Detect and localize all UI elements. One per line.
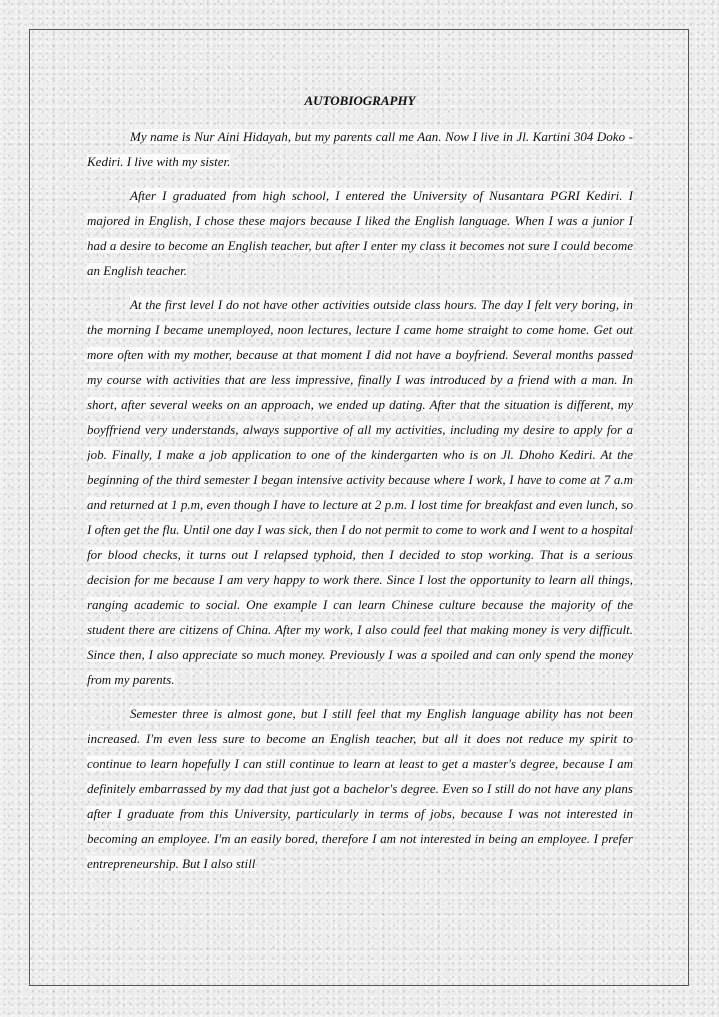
paragraph-4 <box>87 701 633 876</box>
paragraph-1 <box>87 124 633 174</box>
paragraph-1-text: My name is Nur Aini Hidayah, but my parents call me Aan. Now I live in Jl. Kartini 304 Doko - Kediri. I live with my sister. <box>87 129 633 169</box>
document-body <box>87 88 633 918</box>
paragraph-2 <box>87 183 633 283</box>
document-title: AUTOBIOGRAPHY <box>304 93 416 108</box>
paragraph-4-text: Semester three is almost gone, but I still feel that my English language ability has not been increased. I'm even less sure to become an English teacher, but all it does not reduce my spirit to continue to learn hopefully I can still continue to learn at least to get a master's degree, because I am definitely embarrassed by my dad that just got a bachelor's degree. Even so I still do not have any plans after I graduate from this University, particularly in terms of jobs, because I was not interested in becoming an employee. I'm an easily bored, therefore I am not interested in being an employee. I prefer entrepreneurship. But I also still <box>87 706 633 871</box>
paragraph-3 <box>87 292 633 692</box>
paragraph-3-text: At the first level I do not have other activities outside class hours. The day I felt very boring, in the morning I became unemployed, noon lectures, lecture I came home straight to come home. Get out more often with my mother, because at that moment I did not have a boyfriend. Several months passed my course with activities that are less impressive, finally I was introduced by a friend with a man. In short, after several weeks on an approach, we ended up dating. After that the situation is different, my boyffriend very understands, always supportive of all my activities, including my desire to apply for a job. Finally, I make a job application to one of the kindergarten who is on Jl. Dhoho Kediri. At the beginning of the third semester I began intensive activity because where I work, I have to come at 7 a.m and returned at 1 p.m, even though I have to lecture at 2 p.m. I lost time for breakfast and even lunch, so I often get the flu. Until one day I was sick, then I do not permit to come to work and I went to a hospital for blood checks, it turns out I relapsed typhoid, then I decided to stop working. That is a serious decision for me because I am very happy to work there. Since I lost the opportunity to learn all things, ranging academic to social. One example I can learn Chinese culture because the majority of the student there are citizens of China. After my work, I also could feel that making money is very difficult. Since then, I also appreciate so much money. Previously I was a spoiled and can only spend the money from my parents. <box>87 297 633 687</box>
paragraph-2-text: After I graduated from high school, I entered the University of Nusantara PGRI Kediri. I majored in English, I chose these majors because I liked the English language. When I was a junior I had a desire to become an English teacher, but after I enter my class it becomes not sure I could become an English teacher. <box>87 188 633 278</box>
